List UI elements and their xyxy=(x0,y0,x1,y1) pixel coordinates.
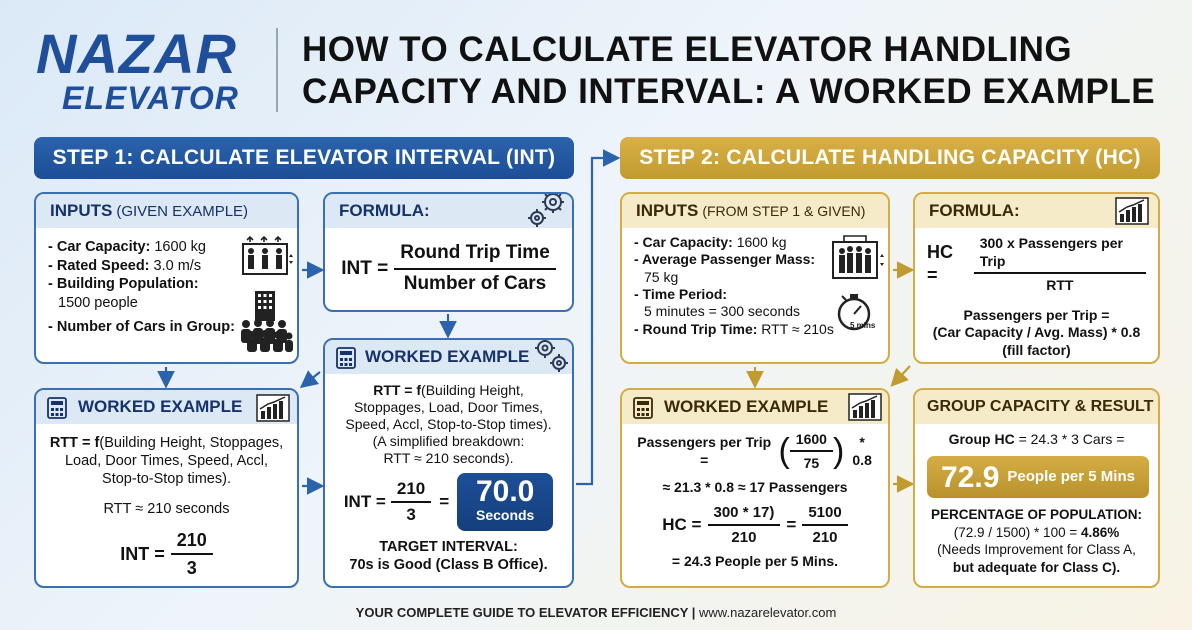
step2-inputs-subtitle: (FROM STEP 1 & GIVEN) xyxy=(702,203,866,219)
input-rated-speed: - Rated Speed: 3.0 m/s xyxy=(48,257,202,274)
int-calc-left: INT = $\frac{210}{3}$ xyxy=(48,529,285,580)
ppt-formula-line3: (fill factor) xyxy=(1002,341,1071,358)
ppt-approx: ≈ 21.3 * 0.8 ≈ 17 Passengers xyxy=(662,479,848,496)
step2-inputs-header xyxy=(622,194,888,228)
footer-text: YOUR COMPLETE GUIDE TO ELEVATOR EFFICIENCY | xyxy=(355,605,700,620)
interval-result-value: 70.0 xyxy=(475,475,535,509)
step2-worked-title: WORKED EXAMPLE xyxy=(664,397,829,416)
step1-worked-right-title: WORKED EXAMPLE xyxy=(365,347,530,366)
int-formula-denominator: Number of Cars xyxy=(403,273,547,294)
group-result-value: 72.9 xyxy=(941,460,1000,494)
step1-inputs-title: INPUTS xyxy=(50,201,113,220)
int-formula-fraction xyxy=(394,241,556,296)
step1-worked-left-title: WORKED EXAMPLE xyxy=(78,397,243,416)
int-formula-numerator: Round Trip Time xyxy=(394,241,556,270)
int-calc-right: INT = $\frac{210}{3}$ = 70.0 Seconds xyxy=(337,473,560,531)
pct-note-1: (Needs Improvement for Class A, xyxy=(937,542,1136,558)
elevator-passengers-icon xyxy=(242,236,294,276)
logo-elevator: ELEVATOR xyxy=(62,80,239,116)
input-car-capacity: - Car Capacity: 1600 kg xyxy=(48,239,206,255)
hc-formula: HC = $\frac{\text{300 x Passengers per Trip}}{\text{RTT}}$ xyxy=(927,234,1146,295)
group-capacity-header xyxy=(915,390,1158,424)
crowd-icon xyxy=(238,318,294,352)
pct-note-2: but adequate for Class C). xyxy=(952,559,1121,575)
step2-formula-title: FORMULA: xyxy=(929,201,1020,220)
interval-result-box xyxy=(457,473,553,531)
step1-inputs-card xyxy=(34,192,299,364)
calculator-icon xyxy=(632,397,654,419)
stopwatch-label: 5 mins xyxy=(850,321,876,330)
input2-passenger-mass: - Average Passenger Mass: xyxy=(634,251,816,268)
page-title-line-1: HOW TO CALCULATE ELEVATOR HANDLING xyxy=(302,30,1073,69)
calculator-icon xyxy=(335,347,357,369)
arrow-step1-to-step2 xyxy=(576,158,614,484)
gear-icon xyxy=(525,192,571,232)
hc-calc: HC = $\frac{300 * 17)}{210}$ = $\frac{5100}{210}$ xyxy=(634,503,876,548)
rtt-function-right: RTT = f(Building Height, Stoppages, Load, Door Times, Speed, Accl, Stop-to-Stop times). xyxy=(345,382,552,433)
footer xyxy=(0,605,1192,620)
interval-result-unit: Seconds xyxy=(475,507,535,524)
group-capacity-title: GROUP CAPACITY & RESULT xyxy=(927,398,1154,415)
bar-chart-icon xyxy=(848,393,882,421)
group-hc-calc: Group HC = 24.3 * 3 Cars = xyxy=(948,431,1125,447)
step1-worked-example-right xyxy=(323,338,574,588)
bar-chart-icon xyxy=(1115,197,1149,225)
ppt-formula-line2: (Car Capacity / Avg. Mass) * 0.8 xyxy=(932,324,1141,341)
step2-inputs-card xyxy=(620,192,890,364)
input2-round-trip-time: - Round Trip Time: RTT ≈ 210s xyxy=(634,320,834,337)
step2-inputs-title: INPUTS xyxy=(636,201,699,220)
input-number-of-cars: - Number of Cars in Group: xyxy=(48,319,235,336)
step1-inputs-header xyxy=(36,194,297,228)
header-divider xyxy=(276,28,278,112)
step1-formula-card xyxy=(323,192,574,312)
step2-worked-example xyxy=(620,388,890,588)
gear-icon xyxy=(531,338,571,376)
group-result-unit: People per 5 Mins xyxy=(1007,468,1135,486)
step1-worked-example-left xyxy=(34,388,299,588)
ppt-formula-line1: Passengers per Trip = xyxy=(963,306,1110,323)
input-building-population: - Building Population: xyxy=(48,276,199,293)
ppt-calc: Passengers per Trip = ( $\frac{1600}{75}$ ) * 0.8 xyxy=(637,431,872,472)
calculator-icon xyxy=(46,397,68,419)
step2-formula-card xyxy=(913,192,1160,364)
target-interval-text: 70s is Good (Class B Office). xyxy=(349,557,548,574)
input2-time-period-value: 5 minutes = 300 seconds xyxy=(644,303,801,320)
rtt-function-left: RTT = f(Building Height, Stoppages, Load, Door Times, Speed, Accl, Stop-to-Stop times). xyxy=(49,435,284,488)
page-title-line-2: CAPACITY AND INTERVAL: A WORKED EXAMPLE xyxy=(302,72,1156,111)
input2-time-period: - Time Period: xyxy=(634,286,728,303)
step2-banner: STEP 2: CALCULATE HANDLING CAPACITY (HC) xyxy=(620,137,1160,179)
group-capacity-card xyxy=(913,388,1160,588)
int-formula-lhs: INT = xyxy=(341,257,389,279)
step1-inputs-subtitle: (GIVEN EXAMPLE) xyxy=(116,202,249,220)
target-interval-label: TARGET INTERVAL: xyxy=(379,539,518,556)
rtt-breakdown-line2: RTT ≈ 210 seconds). xyxy=(383,450,514,467)
pct-population-label: PERCENTAGE OF POPULATION: xyxy=(930,507,1142,523)
arrow-formula2-to-worked2 xyxy=(895,366,910,382)
rtt-approx-left: RTT ≈ 210 seconds xyxy=(103,501,230,518)
group-result-box xyxy=(927,456,1149,498)
elevator-passengers-icon xyxy=(832,234,886,280)
footer-url[interactable]: www.nazarelevator.com xyxy=(699,605,837,620)
step1-banner: STEP 1: CALCULATE ELEVATOR INTERVAL (INT) xyxy=(34,137,574,179)
logo-nazar: NAZAR xyxy=(36,22,237,85)
bar-chart-icon xyxy=(256,394,290,422)
input2-car-capacity: - Car Capacity: 1600 kg xyxy=(634,234,787,250)
step1-formula-title: FORMULA: xyxy=(339,201,430,220)
arrow-worked-right-to-left xyxy=(305,372,320,384)
input-building-population-value: 1500 people xyxy=(58,294,138,311)
hc-result: = 24.3 People per 5 Mins. xyxy=(671,552,839,569)
rtt-breakdown-line1: (A simplified breakdown: xyxy=(372,433,525,450)
pct-population-calc: (72.9 / 1500) * 100 = 4.86% xyxy=(953,524,1120,540)
input2-passenger-mass-value: 75 kg xyxy=(644,268,679,285)
